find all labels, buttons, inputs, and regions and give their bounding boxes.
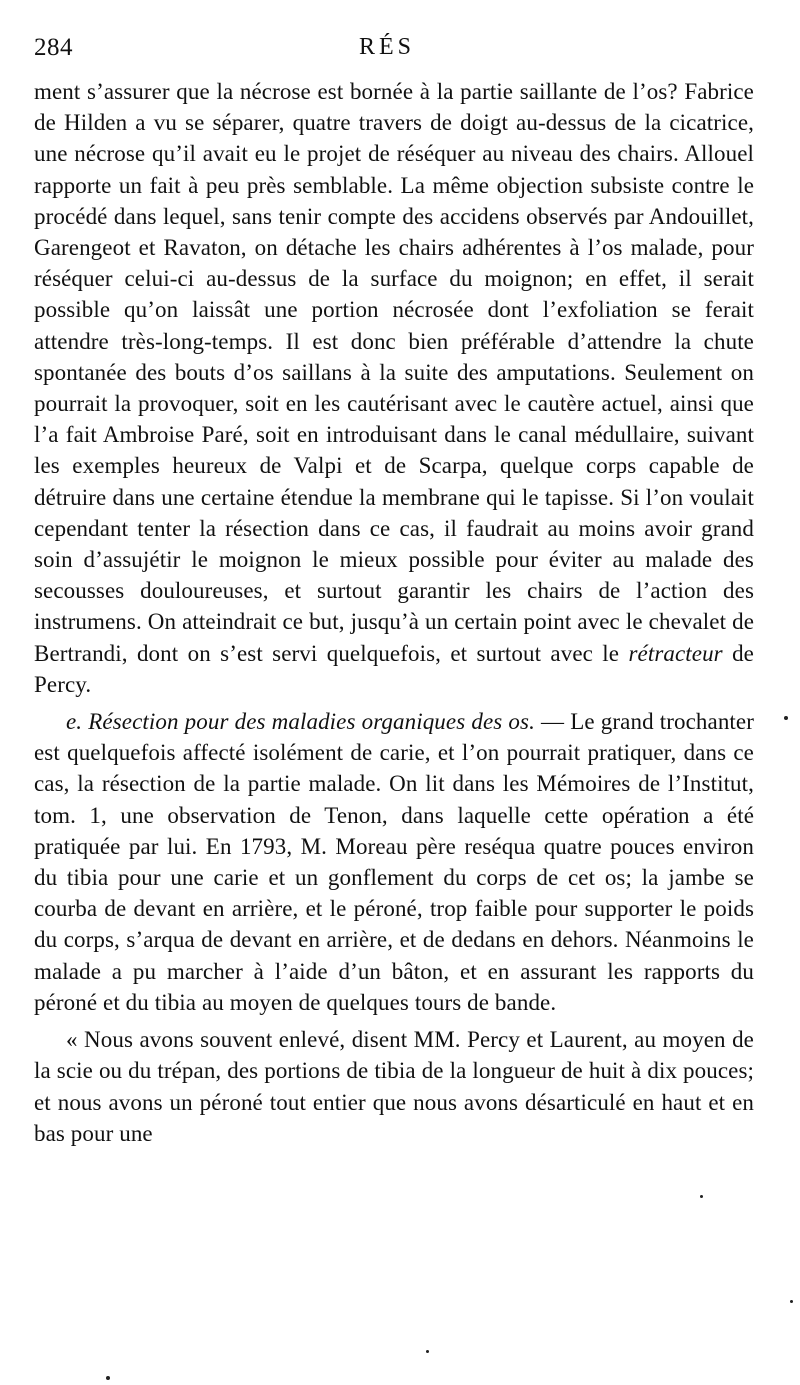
ink-speck xyxy=(106,1376,110,1380)
page-header xyxy=(34,34,750,68)
paragraph-3 xyxy=(34,1024,754,1149)
body-text xyxy=(34,76,754,1149)
text-segment: « Nous avons souvent enlevé, disent MM. Percy et Laurent, au moyen de la scie ou du trépan, des portions de tibia de la longueur de huit à dix pouces; et nous avons un péroné tout entier que nous avons désarticulé en haut et en bas pour une xyxy=(34,1027,754,1146)
text-segment: — Le grand trochanter est quelquefois affecté isolément de carie, et l’on pourrait pratiquer, dans ce cas, la résection de la partie malade. On lit dans les Mémoires de l’Institut, tom. 1, une observation de Tenon, dans laquelle cette opération a été pratiquée par lui. En 1793, M. Moreau père reséqua quatre pouces environ du tibia pour une carie et un gonflement du corps de cet os; la jambe se courba de devant en arrière, et le péroné, trop faible pour supporter le poids du corps, s’arqua de devant en arrière, et de dedans en dehors. Néanmoins le malade a pu marcher à l’aide d’un bâton, et en assurant les rapports du péroné et du tibia au moyen de quelques tours de bande. xyxy=(34,709,754,1015)
paragraph-2 xyxy=(34,706,754,1018)
ink-speck xyxy=(700,1195,703,1198)
italic-term-retracteur: rétracteur xyxy=(628,640,723,666)
ink-speck xyxy=(426,1350,429,1353)
text-segment: de Percy. xyxy=(34,640,754,697)
text-segment: ment s’assurer que la nécrose est bornée à la partie saillante de l’os? Fabrice de Hilden a vu se séparer, quatre travers de doigt au-dessus de la cicatrice, une nécrose qu’il avait eu le projet de réséquer au niveau des chairs. Allouel rapporte un fait à peu près semblable. La même objection subsiste contre le procédé dans lequel, sans tenir compte des accidens observés par Andouillet, Garengeot et Ravaton, on détache les chairs adhérentes à l’os malade, pour réséquer celui-ci au-dessus de la surface du moignon; en effet, il serait possible qu’on laissât une portion nécrosée dont l’exfoliation se ferait attendre très-long-temps. Il est donc bien préférable d’attendre la chute spontanée des bouts d’os saillans à la suite des amputations. Seulement on pourrait la provoquer, soit en les cautérisant avec le cautère actuel, ainsi que l’a fait Ambroise Paré, soit en introduisant dans le canal médullaire, suivant les exemples heureux de Valpi et de Scarpa, quelque corps capable de détruire dans une certaine étendue la membrane qui le tapisse. Si l’on voulait cependant tenter la résection dans ce cas, il faudrait au moins avoir grand soin d’assujétir le moignon le mieux possible pour éviter au malade des secousses douloureuses, et surtout garantir les chairs de l’action des instrumens. On atteindrait ce but, jusqu’à un certain point avec le chevalet de Bertrandi, dont on s’est servi quelquefois, et surtout avec le xyxy=(34,79,754,666)
ink-speck xyxy=(790,1300,793,1303)
section-heading: e. Résection pour des maladies organiques des os. xyxy=(66,709,535,735)
running-head: RÉS xyxy=(359,34,416,60)
page-number: 284 xyxy=(34,34,73,61)
paragraph-1 xyxy=(34,76,754,700)
ink-speck xyxy=(784,716,788,720)
